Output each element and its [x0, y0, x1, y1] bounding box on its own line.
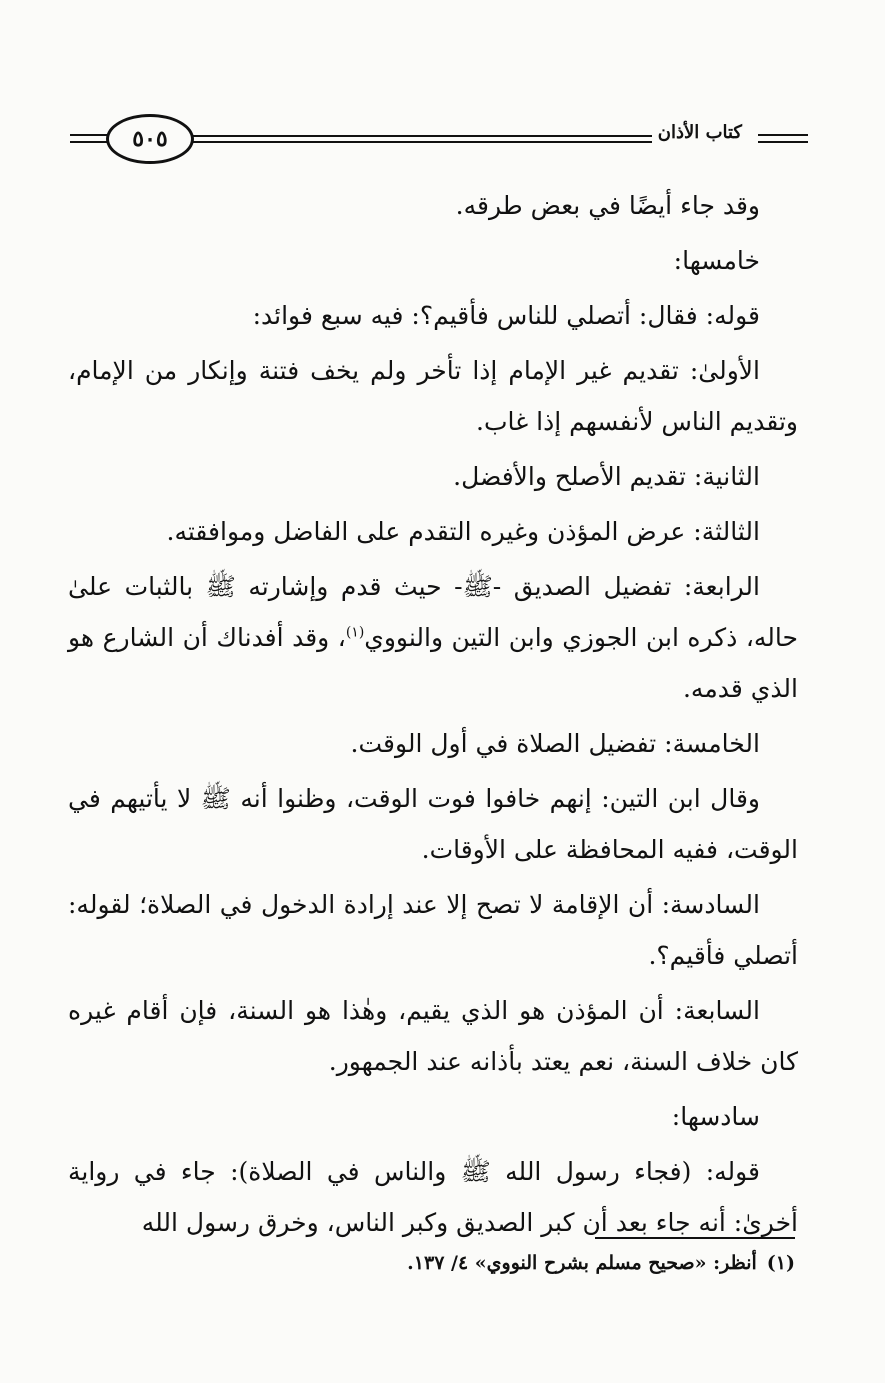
paragraph-text: الرابعة: تفضيل الصديق -ﷺ- حيث قدم وإشارته ﷺ بالثبات علىٰ حاله، ذكره ابن الجوزي وابن التين والنووي — [68, 572, 798, 652]
paragraph: الأولىٰ: تقديم غير الإمام إذا تأخر ولم يخف فتنة وإنكار من الإمام، وتقديم الناس لأنفسهم إذا غاب. — [68, 356, 798, 436]
paragraph: وقد جاء أيضًا في بعض طرقه. — [455, 191, 760, 220]
paragraph — [68, 561, 798, 714]
paragraph: قوله: فقال: أتصلي للناس فأقيم؟: فيه سبع فوائد: — [252, 301, 760, 330]
page-header — [70, 108, 808, 170]
footnote — [407, 1252, 795, 1274]
paragraph: وقال ابن التين: إنهم خافوا فوت الوقت، وظنوا أنه ﷺ لا يأتيهم في الوقت، ففيه المحافظة على الأوقات. — [68, 784, 798, 864]
section-heading: سادسها: — [671, 1102, 760, 1131]
paragraph-text: ، وقد أفدناك أن الشارع هو الذي قدمه. — [68, 623, 798, 703]
main-text — [68, 180, 798, 1248]
paragraph: الثانية: تقديم الأصلح والأفضل. — [453, 462, 760, 491]
paragraph: قوله: (فجاء رسول الله ﷺ والناس في الصلاة): جاء في رواية أخرىٰ: أنه جاء بعد أن كبر الصديق وكبر الناس، وخرق رسول الله — [68, 1157, 798, 1237]
header-rule-left — [70, 134, 110, 143]
header-rule-right — [758, 134, 808, 143]
header-rule — [160, 135, 700, 143]
paragraph: السادسة: أن الإقامة لا تصح إلا عند إرادة الدخول في الصلاة؛ لقوله: أتصلي فأقيم؟. — [68, 890, 798, 970]
page-number: ٥٠٥ — [106, 114, 194, 164]
footnote-number: (١) — [766, 1252, 795, 1274]
footnote-separator — [595, 1237, 795, 1239]
section-heading: خامسها: — [673, 246, 760, 275]
paragraph: الثالثة: عرض المؤذن وغيره التقدم على الفاضل وموافقته. — [166, 517, 760, 546]
footnote-text: أنظر: «صحيح مسلم بشرح النووي» ٤/ ١٣٧. — [407, 1252, 757, 1274]
paragraph: السابعة: أن المؤذن هو الذي يقيم، وهٰذا هو السنة، فإن أقام غيره كان خلاف السنة، نعم يعتد بأذانه عند الجمهور. — [68, 996, 798, 1076]
footnote-reference: (١) — [345, 624, 365, 641]
paragraph: الخامسة: تفضيل الصلاة في أول الوقت. — [350, 729, 760, 758]
running-title: كتاب الأذان — [652, 122, 748, 143]
